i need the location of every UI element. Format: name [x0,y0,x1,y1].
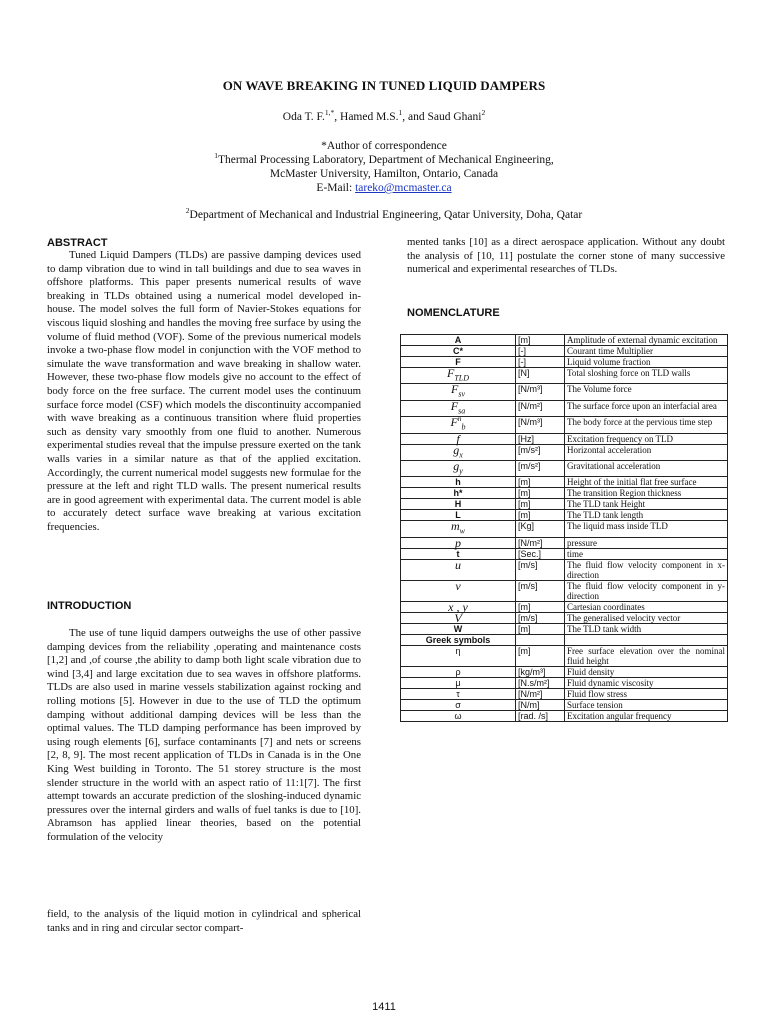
nomenclature-description: Excitation angular frequency [565,710,728,721]
symbol-subscript: y [459,466,463,476]
nomenclature-unit: [N.s/m²] [516,677,565,688]
nomenclature-symbol [401,666,516,677]
nomenclature-row [401,548,728,559]
symbol-text: h* [453,488,463,499]
abstract-heading: ABSTRACT [47,237,108,249]
nomenclature-description: Fluid density [565,666,728,677]
symbol-text: η [455,645,461,656]
nomenclature-unit: [N/m²] [516,688,565,699]
nomenclature-row [401,335,728,346]
abstract-body [47,249,361,534]
nomenclature-unit: [-] [516,346,565,357]
symbol-subscript: TLD [454,373,470,383]
nomenclature-unit: [Kg] [516,521,565,537]
symbol-text: L [455,510,461,521]
nomenclature-row [401,612,728,623]
symbol-text: A [454,335,462,345]
nomenclature-symbol [401,346,516,357]
nomenclature-unit: [m] [516,623,565,634]
symbol-text: F [450,415,458,430]
author-2-sup: 1 [398,108,403,118]
empty-cell [516,634,565,645]
nomenclature-row [401,521,728,537]
nomenclature-unit: [m/s²] [516,460,565,476]
nomenclature-unit: [m/s] [516,612,565,623]
introduction-tail-paragraph: field, to the analysis of the liquid motion in cylindrical and spherical tanks and in ring and circular sector compart- [47,908,361,934]
affiliation-1-line-2: McMaster University, Hamilton, Ontario, Canada [269,168,499,180]
nomenclature-unit: [m] [516,499,565,510]
nomenclature-row [401,601,728,612]
nomenclature-description: pressure [565,537,728,548]
nomenclature-unit: [N/m] [516,699,565,710]
nomenclature-description: Surface tension [565,699,728,710]
nomenclature-row [401,477,728,488]
nomenclature-symbol [401,460,516,476]
symbol-text: u [455,557,461,572]
symbol-text: v [455,578,461,593]
symbol-text: t [456,548,460,559]
nomenclature-description: Fluid flow stress [565,688,728,699]
nomenclature-description: The Volume force [565,384,728,400]
nomenclature-description: The surface force upon an interfacial area [565,400,728,416]
nomenclature-table [400,334,728,722]
paper-title: ON WAVE BREAKING IN TUNED LIQUID DAMPERS [222,78,546,93]
nomenclature-unit: [N/m³] [516,384,565,400]
nomenclature-unit: [N] [516,368,565,384]
symbol-superscript: n [457,414,462,424]
nomenclature-row [401,499,728,510]
introduction-tail [47,908,361,935]
nomenclature-description: The generalised velocity vector [565,612,728,623]
nomenclature-symbol [401,559,516,580]
nomenclature-row [401,510,728,521]
nomenclature-row [401,460,728,476]
nomenclature-symbol [401,357,516,368]
author-1-sup: 1,* [324,108,335,118]
page-number: 1411 [372,1001,396,1013]
nomenclature-unit: [m/s] [516,580,565,601]
nomenclature-symbol [401,580,516,601]
nomenclature-row [401,623,728,634]
nomenclature-symbol [401,477,516,488]
nomenclature-symbol [401,699,516,710]
symbol-text: F [446,366,455,380]
symbol-text: H [454,499,462,510]
symbol-text: h [455,477,461,488]
nomenclature-row [401,433,728,444]
nomenclature-description: Liquid volume fraction [565,357,728,368]
author-2: , Hamed M.S. [334,111,399,123]
nomenclature-row [401,384,728,400]
greek-symbols-heading: Greek symbols [401,634,516,645]
nomenclature-unit: [m] [516,510,565,521]
nomenclature-row [401,710,728,721]
nomenclature-row [401,346,728,357]
nomenclature-symbol [401,623,516,634]
nomenclature-description: Gravitational acceleration [565,460,728,476]
nomenclature-symbol [401,710,516,721]
nomenclature-description: The TLD tank length [565,510,728,521]
email-line [0,181,768,195]
nomenclature-unit: [N/m²] [516,400,565,416]
nomenclature-description: The TLD tank width [565,623,728,634]
symbol-text: p [455,535,461,550]
nomenclature-unit: [m] [516,645,565,666]
symbol-subscript: b [461,422,466,432]
symbol-subscript: x [459,449,463,459]
nomenclature-row [401,677,728,688]
symbol-text: V [454,610,462,625]
nomenclature-symbol [401,688,516,699]
symbol-text: ω [454,710,462,721]
nomenclature-row [401,559,728,580]
author-3: , and Saud Ghani [402,111,482,123]
nomenclature-unit: [N/m²] [516,537,565,548]
symbol-text: f [456,431,460,446]
symbol-text: σ [455,699,461,710]
nomenclature-description: Height of the initial flat free surface [565,477,728,488]
nomenclature-unit: [m/s²] [516,444,565,460]
nomenclature-description: Fluid dynamic viscosity [565,677,728,688]
nomenclature-description: Cartesian coordinates [565,601,728,612]
nomenclature-unit: [Hz] [516,433,565,444]
affiliation-1-sup: 1 [214,151,218,161]
nomenclature-symbol [401,612,516,623]
nomenclature-unit: [kg/m³] [516,666,565,677]
nomenclature-description: The body force at the pervious time step [565,417,728,433]
nomenclature-unit: [rad. /s] [516,710,565,721]
nomenclature-row [401,580,728,601]
nomenclature-description: The fluid flow velocity component in y-direction [565,580,728,601]
abstract-paragraph: Tuned Liquid Dampers (TLDs) are passive damping devices used to damp vibration due to wind in tall buildings and due to sea waves in offshore platforms. This paper presents numerical results of wave breaking in TLDs obtained using a numerical model developed in-house. The model solves the full form of Navier-Stokes equations for viscous liquid sloshing and handles the moving free surface by using the volume of fluid method (VOF). Some of the previous numerical models invoke a two-phase flow model in conjunction with the VOF method to simulate the wave transformation and wave breaking in shallow water. However, these two-phase flow models give no account to the effect of body force on the free surface. The current model uses the continuum surface force model (CSF) which models the discontinuity accompanied with wave breaking as a continuous transition where fluid properties such as density vary smoothly from one fluid to another. Numerous experimental studies reveal that the impulse pressure exerted on the tank walls varies in a similar nature as that of the applied excitation. Accordingly, the current numerical model suggests new formulae for the pressure at the left and right TLD walls. The present numerical results are in good agreement with experimental data. The current model is able to accurately detect surface wave breaking at various excitation frequencies. [47,249,361,533]
nomenclature-unit: [m] [516,335,565,346]
nomenclature-row [401,537,728,548]
nomenclature-description: Excitation frequency on TLD [565,433,728,444]
nomenclature-symbol [401,499,516,510]
affiliation-2 [0,208,768,222]
symbol-text: μ [455,677,461,688]
author-list [0,110,768,124]
nomenclature-unit: [m/s] [516,559,565,580]
nomenclature-row [401,368,728,384]
nomenclature-symbol [401,335,516,346]
nomenclature-description: Horizontal acceleration [565,444,728,460]
nomenclature-description: Amplitude of external dynamic excitation [565,335,728,346]
empty-cell [565,634,728,645]
nomenclature-description: The liquid mass inside TLD [565,521,728,537]
symbol-subscript: sv [458,389,465,399]
nomenclature-row [401,488,728,499]
nomenclature-unit: [N/m³] [516,417,565,433]
correspondence-note: *Author of correspondence [321,140,447,152]
affiliation-1-line-1 [0,153,768,167]
nomenclature-symbol [401,645,516,666]
nomenclature-heading: NOMENCLATURE [407,307,500,319]
symbol-text: m [450,519,460,534]
email-label: E-Mail: [316,182,356,194]
nomenclature-description: The TLD tank Height [565,499,728,510]
continuation-paragraph: mented tanks [10] as a direct aerospace application. Without any doubt the analysis of [10, 11] postulate the corner stone of many successive numerical and experimental researches of TLDs. [407,236,725,276]
nomenclature-unit: [-] [516,357,565,368]
symbol-text: ρ [455,666,461,677]
introduction-heading: INTRODUCTION [47,600,132,612]
symbol-text: F [450,398,459,413]
greek-symbols-row [401,634,728,645]
nomenclature-row [401,645,728,666]
symbol-text: g [453,442,460,457]
nomenclature-description: time [565,548,728,559]
nomenclature-row [401,444,728,460]
nomenclature-unit: [Sec.] [516,548,565,559]
email-link[interactable]: tareko@mcmaster.ca [355,182,452,194]
symbol-text: F [455,357,461,367]
affiliation-1-text: Thermal Processing Laboratory, Department of Mechanical Engineering, [217,154,554,166]
nomenclature-description: The transition Region thickness [565,488,728,499]
symbol-subscript: w [459,526,465,536]
author-1: Oda T. F. [282,111,325,123]
affiliation-2-sup: 2 [185,206,190,216]
nomenclature-unit: [m] [516,477,565,488]
author-3-sup: 2 [481,108,486,118]
introduction-paragraph: The use of tune liquid dampers outweighs the use of other passive damping devices from the reliability ,operating and maintenance costs [1,2] and ,of course ,the ability to damp both light scale vibration due to wind [3,4] and large excitation due to sea waves in offshore platforms. TLDs are also used in marine vessels stabilization against rocking and rolling motions [5]. However in due to the use of TLD the optimum damping without additional damping devices will be less than the optimal values. The TLD damping performance has been improved by using rough elements [6], surface contaminants [7] and nets or screens [2, 8, 9]. The most recent application of TLDs in Canada is in the One King West building in Toronto. The 51 storey structure is the most slender structure in the world with an aspect ratio of 11:1[7]. The first attempt towards an accurate prediction of the sloshing-induced dynamic pressures over the internal girders and walls of fuel tanks is due to [10]. Abramson has applied linear theories, based on the potential formulation of the velocity [47,627,361,843]
symbol-text: x , y [448,599,468,614]
nomenclature-symbol [401,488,516,499]
nomenclature-row [401,666,728,677]
affiliation-2-text: Department of Mechanical and Industrial Engineering, Qatar University, Doha, Qatar [189,209,583,221]
nomenclature-row [401,417,728,433]
symbol-text: τ [456,688,460,699]
symbol-text: C* [452,346,463,356]
symbol-text: F [450,382,459,397]
symbol-subscript: sa [458,406,466,416]
nomenclature-description: Courant time Multiplier [565,346,728,357]
symbol-text: W [453,623,463,634]
nomenclature-symbol [401,537,516,548]
introduction-body [47,627,361,845]
nomenclature-description: The fluid flow velocity component in x-direction [565,559,728,580]
nomenclature-row [401,699,728,710]
symbol-text: g [453,458,460,473]
nomenclature-description: Free surface elevation over the nominal fluid height [565,645,728,666]
nomenclature-unit: [m] [516,488,565,499]
affiliation-block [0,139,768,195]
nomenclature-unit: [m] [516,601,565,612]
nomenclature-symbol [401,677,516,688]
nomenclature-description: Total sloshing force on TLD walls [565,368,728,384]
nomenclature-row [401,688,728,699]
right-column-continuation [407,236,725,277]
